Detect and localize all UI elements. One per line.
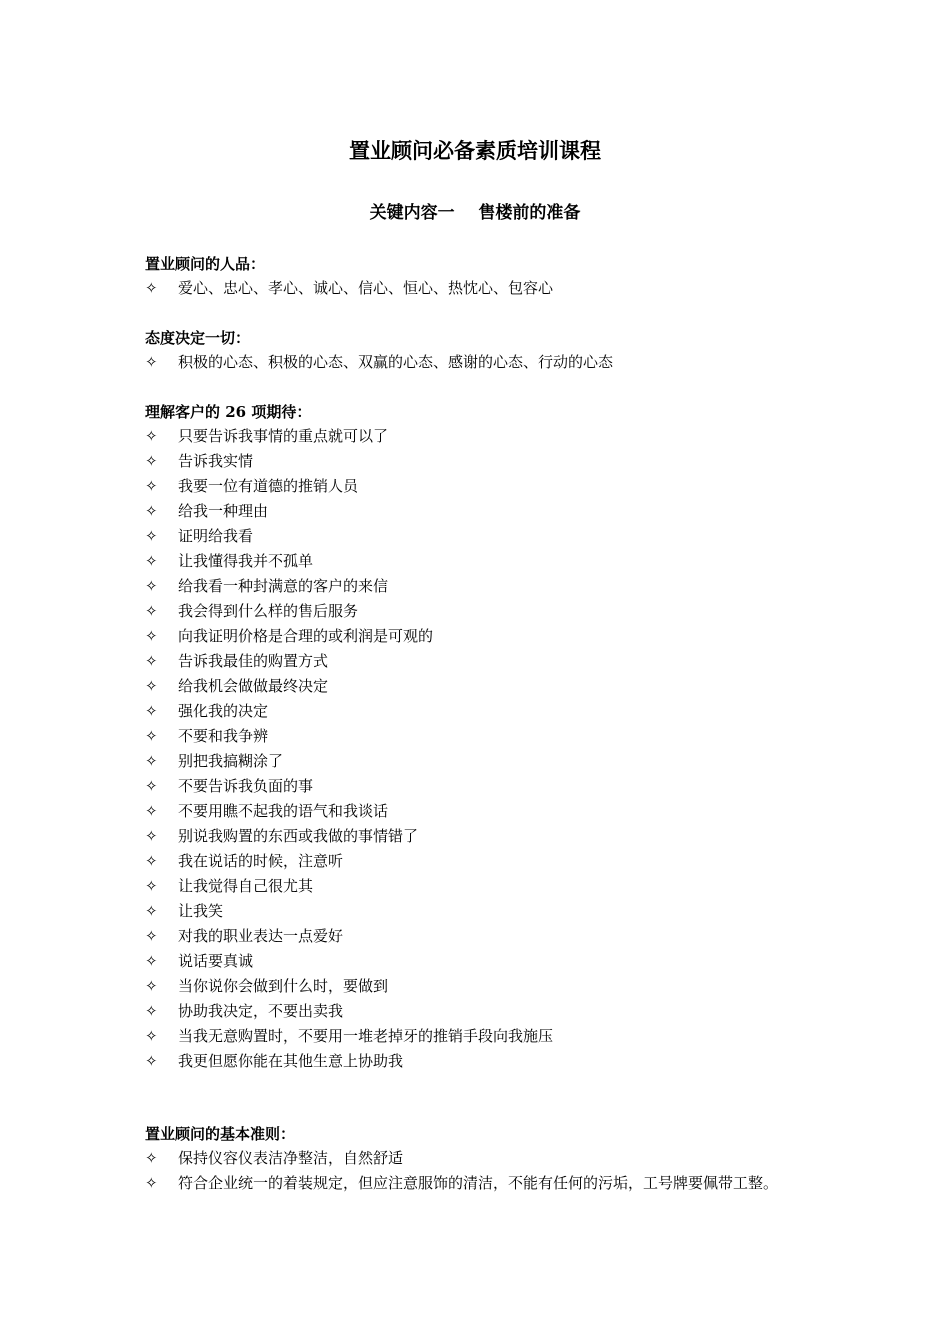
list-item — [145, 999, 815, 1024]
list-item — [145, 1049, 815, 1074]
section-basic-rules — [145, 1122, 815, 1196]
diamond-bullet-icon: ✧ — [145, 527, 158, 545]
list-item — [145, 599, 815, 624]
diamond-bullet-icon: ✧ — [145, 1002, 158, 1020]
list-item — [145, 1146, 815, 1171]
list-item-text: 不要用瞧不起我的语气和我谈话 — [178, 802, 389, 820]
list-item-text: 对我的职业表达一点爱好 — [178, 927, 344, 945]
list-item — [145, 949, 815, 974]
list-item — [145, 499, 815, 524]
list-item — [145, 824, 815, 849]
diamond-bullet-icon: ✧ — [145, 952, 158, 970]
diamond-bullet-icon: ✧ — [145, 577, 158, 595]
diamond-bullet-icon: ✧ — [145, 1149, 158, 1167]
list-item-text: 说话要真诚 — [178, 952, 254, 970]
diamond-bullet-icon: ✧ — [145, 652, 158, 670]
list-item-text: 我要一位有道德的推销人员 — [178, 477, 359, 495]
diamond-bullet-icon: ✧ — [145, 777, 158, 795]
document-title: 置业顾问必备素质培训课程 — [349, 138, 601, 163]
diamond-bullet-icon: ✧ — [145, 279, 158, 297]
section-heading: 置业顾问的基本准则： — [145, 1125, 296, 1143]
list-item-text: 给我机会做做最终决定 — [178, 677, 329, 695]
list-item — [145, 1171, 815, 1196]
diamond-bullet-icon: ✧ — [145, 1174, 158, 1192]
list-item — [145, 749, 815, 774]
diamond-bullet-icon: ✧ — [145, 902, 158, 920]
list-item-text: 向我证明价格是合理的或利润是可观的 — [178, 627, 434, 645]
diamond-bullet-icon: ✧ — [145, 1052, 158, 1070]
list-item — [145, 350, 815, 375]
list-item — [145, 524, 815, 549]
list-item-text: 积极的心态、积极的心态、双赢的心态、感谢的心态、行动的心态 — [178, 353, 614, 371]
diamond-bullet-icon: ✧ — [145, 752, 158, 770]
list-item-text: 当我无意购置时，不要用一堆老掉牙的推销手段向我施压 — [178, 1027, 554, 1045]
diamond-bullet-icon: ✧ — [145, 702, 158, 720]
diamond-bullet-icon: ✧ — [145, 677, 158, 695]
diamond-bullet-icon: ✧ — [145, 877, 158, 895]
list-item-text: 我在说话的时候，注意听 — [178, 852, 344, 870]
list-item-text: 我更但愿你能在其他生意上协助我 — [178, 1052, 404, 1070]
list-item-text: 不要告诉我负面的事 — [178, 777, 314, 795]
list-item — [145, 624, 815, 649]
document-subtitle: 关键内容一 售楼前的准备 — [369, 203, 581, 223]
section-attitude — [145, 326, 815, 375]
list-item — [145, 699, 815, 724]
list-item — [145, 924, 815, 949]
section-customer-expectations — [145, 400, 815, 1074]
diamond-bullet-icon: ✧ — [145, 1027, 158, 1045]
list-item — [145, 849, 815, 874]
list-item — [145, 449, 815, 474]
list-item-text: 给我看一种封满意的客户的来信 — [178, 577, 389, 595]
diamond-bullet-icon: ✧ — [145, 927, 158, 945]
diamond-bullet-icon: ✧ — [145, 627, 158, 645]
list-item-text: 不要和我争辨 — [178, 727, 269, 745]
list-item-text: 我会得到什么样的售后服务 — [178, 602, 359, 620]
diamond-bullet-icon: ✧ — [145, 827, 158, 845]
list-item-text: 给我一种理由 — [178, 502, 269, 520]
list-item-text: 让我笑 — [178, 902, 224, 920]
list-item — [145, 1024, 815, 1049]
list-item-text: 告诉我最佳的购置方式 — [178, 652, 329, 670]
list-item-text: 别说我购置的东西或我做的事情错了 — [178, 827, 419, 845]
list-item-text: 告诉我实情 — [178, 452, 254, 470]
section-character — [145, 252, 815, 301]
section-heading: 理解客户的 26 项期待： — [145, 403, 312, 421]
list-item-text: 符合企业统一的着装规定，但应注意服饰的清洁，不能有任何的污垢，工号牌要佩带工整。 — [178, 1174, 779, 1192]
section-heading: 态度决定一切： — [145, 329, 251, 347]
list-item — [145, 899, 815, 924]
diamond-bullet-icon: ✧ — [145, 477, 158, 495]
diamond-bullet-icon: ✧ — [145, 552, 158, 570]
diamond-bullet-icon: ✧ — [145, 353, 158, 371]
list-item-text: 让我觉得自己很尤其 — [178, 877, 314, 895]
list-item — [145, 774, 815, 799]
list-item — [145, 474, 815, 499]
list-item — [145, 276, 815, 301]
diamond-bullet-icon: ✧ — [145, 502, 158, 520]
list-item — [145, 574, 815, 599]
list-item — [145, 874, 815, 899]
list-item — [145, 674, 815, 699]
list-item-text: 只要告诉我事情的重点就可以了 — [178, 427, 389, 445]
diamond-bullet-icon: ✧ — [145, 802, 158, 820]
list-item — [145, 799, 815, 824]
diamond-bullet-icon: ✧ — [145, 602, 158, 620]
list-item — [145, 649, 815, 674]
list-item — [145, 724, 815, 749]
list-item-text: 让我懂得我并不孤单 — [178, 552, 314, 570]
list-item-text: 证明给我看 — [178, 527, 254, 545]
diamond-bullet-icon: ✧ — [145, 427, 158, 445]
diamond-bullet-icon: ✧ — [145, 727, 158, 745]
list-item-text: 当你说你会做到什么时，要做到 — [178, 977, 389, 995]
list-item-text: 协助我决定，不要出卖我 — [178, 1002, 344, 1020]
list-item-text: 保持仪容仪表洁净整洁，自然舒适 — [178, 1149, 404, 1167]
diamond-bullet-icon: ✧ — [145, 977, 158, 995]
list-item-text: 爱心、忠心、孝心、诚心、信心、恒心、热忱心、包容心 — [178, 279, 554, 297]
list-item-text: 别把我搞糊涂了 — [178, 752, 284, 770]
section-heading: 置业顾问的人品： — [145, 255, 266, 273]
diamond-bullet-icon: ✧ — [145, 852, 158, 870]
list-item — [145, 974, 815, 999]
list-item — [145, 424, 815, 449]
diamond-bullet-icon: ✧ — [145, 452, 158, 470]
list-item-text: 强化我的决定 — [178, 702, 269, 720]
list-item — [145, 549, 815, 574]
